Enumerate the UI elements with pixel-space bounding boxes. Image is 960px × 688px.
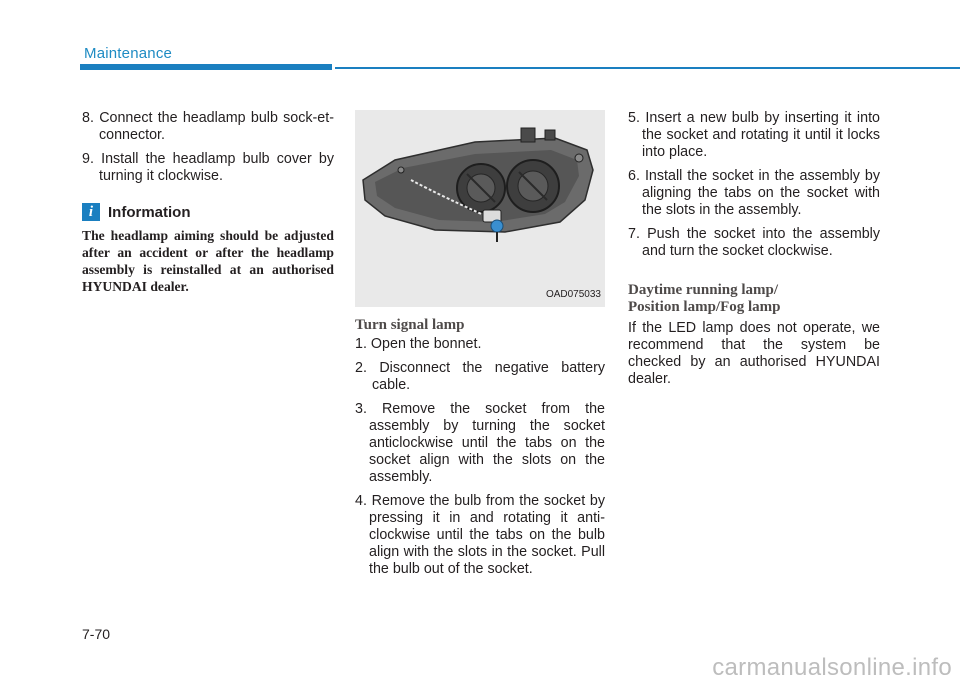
adjuster-screw [575,154,583,162]
step-text: Remove the bulb from the socket by pressing it in and rotating it anti-clockwise until the tabs on the bulb align with the slots in the socket. Pull the bulb out of the socket. [369,493,605,577]
information-body: The headlamp aiming should be adjusted after an accident or after the headlamp assembly is reinstalled at an authorised HYUNDAI dealer. [82,228,334,294]
headlamp-assembly-figure [355,110,605,307]
step-number: 1. [355,336,367,352]
header-rule-thick [80,64,332,70]
drl-heading [628,282,880,316]
step-number: 2. [355,360,367,376]
mount-tab [545,130,555,140]
step-text: Remove the socket from the assembly by turning the socket anticlockwise until the tabs on the socket align with the slots on the assembly. [369,401,605,485]
step-9 [82,151,334,185]
information-header [82,203,334,221]
mount-tab [521,128,535,142]
drl-heading-line2: Position lamp/Fog lamp [628,299,781,315]
section-title: Maintenance [84,45,173,62]
adjuster-screw [398,167,404,173]
step-number: 6. [628,168,640,184]
drl-heading-line1: Daytime running lamp/ [628,282,779,298]
step-text: Connect the headlamp bulb sock-et-connector. [99,110,334,143]
step-6 [628,168,880,219]
middle-column [355,110,605,585]
step-number: 3. [355,401,367,417]
right-column [628,110,880,388]
step-2 [355,360,605,394]
turn-signal-heading: Turn signal lamp [355,317,465,333]
step-number: 9. [82,151,94,167]
step-number: 7. [628,226,640,242]
headlamp-assembly-illustration [355,110,605,307]
step-text: Push the socket into the assembly and turn the socket clockwise. [642,226,880,259]
step-text: Install the headlamp bulb cover by turning it clockwise. [99,151,335,184]
step-8 [82,110,334,144]
header-rule-thin [335,67,960,69]
step-text: Disconnect the negative battery cable. [372,360,605,393]
step-7 [628,226,880,260]
step-text: Insert a new bulb by inserting it into the socket and rotating it until it locks into place. [642,110,880,160]
step-1 [355,336,605,353]
step-3 [355,401,605,486]
info-icon: i [82,203,100,221]
step-4 [355,493,605,578]
information-title: Information [108,203,191,221]
left-column [82,110,334,295]
drl-paragraph: If the LED lamp does not operate, we recommend that the system be checked by an authorised HYUNDAI dealer. [628,320,880,387]
page-number: 7-70 [82,626,111,642]
step-number: 8. [82,110,94,126]
step-text: Open the bonnet. [370,336,482,352]
watermark-link[interactable]: carmanualsonline.info [712,654,952,681]
step-number: 5. [628,110,640,126]
figure-caption: OAD075033 [545,289,601,300]
step-text: Install the socket in the assembly by aligning the tabs on the socket with the slots in the assembly. [642,168,880,218]
turn-signal-bulb [491,220,503,232]
step-number: 4. [355,493,367,509]
step-5 [628,110,880,161]
